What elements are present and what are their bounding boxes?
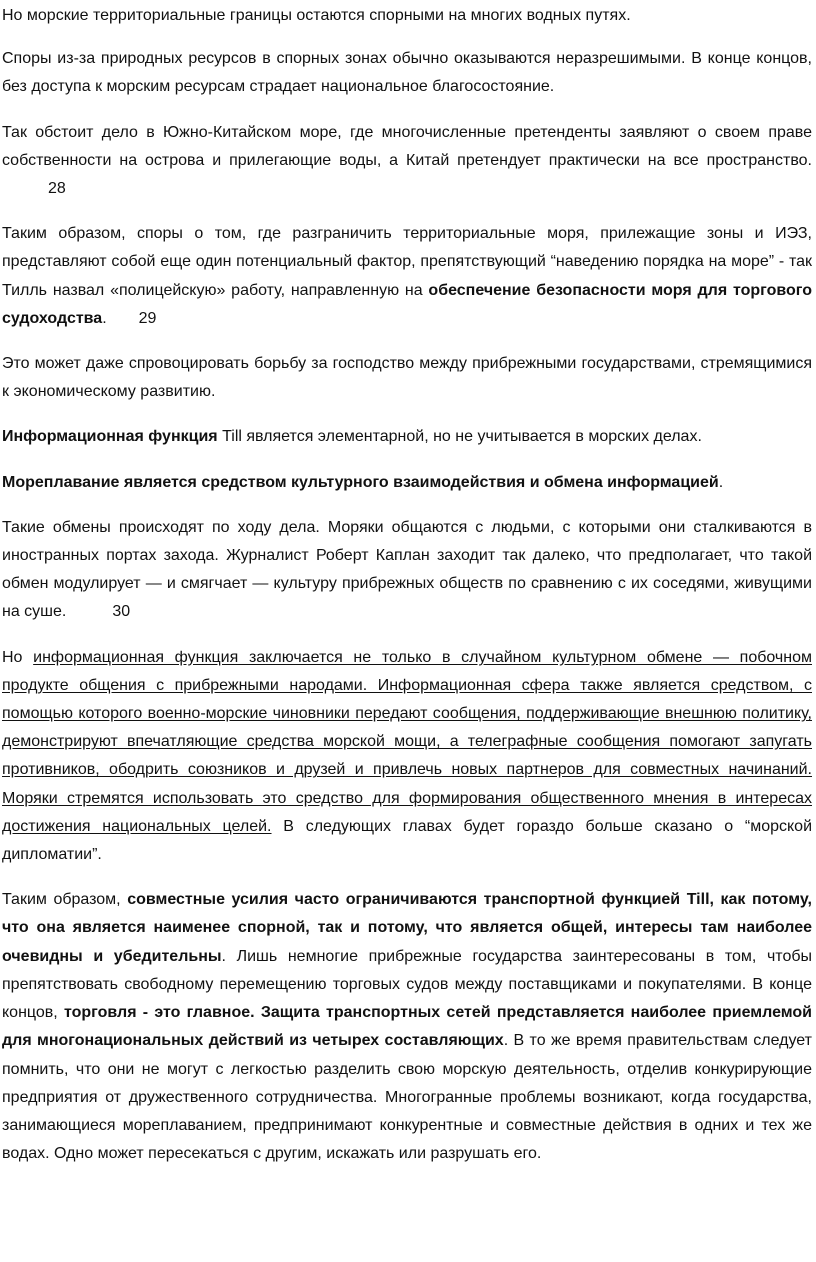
bold-text: Информационная функция [2,428,218,446]
paragraph-kaplan [2,514,812,627]
bold-text: обеспечение безопасности моря для торгового судоходства [2,281,812,327]
paragraph-seafaring-exchange [2,469,812,497]
paragraph-text: Таким образом, споры о том, где разграничить территориальные моря, прилежащие зоны и ИЭЗ, представляют собой еще один потенциальный фактор, препятствующий “наведению порядка на море” - так Тилль назвал «полицейскую» работу, направленную на [2,225,812,299]
bold-text: совместные усилия часто ограничиваются транспортной функцией Till, как потому, что она является наименее спорной, так и потому, что является общей, интересы там наиболее очевидны и убедительны [2,891,812,965]
paragraph-text: . Лишь немногие прибрежные государства заинтересованы в том, чтобы препятствовать свободному перемещению торговых судов между поставщиками и покупателями. В конце концов, [2,947,813,1022]
paragraph-text: В следующих главах будет гораздо больше сказано о “морской дипломатии”. [2,817,813,864]
paragraph-information-function [2,423,812,451]
paragraph-text: . В то же время правительствам следует помнить, что они не могут с легкостью разделить свою морскую деятельность, отделив конкурирующие предприятия от дружественного сотрудничества. Многогранные проблемы возникают, когда государства, занимающиеся мореплаванием, предпринимают конкурентные и совместные действия в одних и тех же водах. Одно может пересекаться с другим, искажать или разрушать его. [2,1032,813,1163]
paragraph-resource-disputes [2,45,812,101]
punctuation: . [102,309,107,327]
paragraph-text: Это может даже спровоцировать борьбу за господство между прибрежными государствами, стремящимися к экономическому развитию. [2,355,812,401]
reference-number: 29 [138,309,157,327]
paragraph-text: Но [2,648,34,666]
underlined-text: информационная функция заключается не только в случайном культурном обмене — побочном продукте общения с прибрежными народами. Информационная сфера также является средством, с помощью которого военно-морские чиновники передают сообщения, поддерживающие внешнюю политику, демонстрируют впечатляющие средства морской мощи, а телеграфные сообщения помогают запугать противников, ободрить союзников и друзей и привлечь новых партнеров для совместных начинаний. Моряки стремятся использовать это средство для формирования общественного мнения в интересах достижения национальных целей. [2,648,812,835]
paragraph-coastal-struggle [2,350,812,406]
paragraph-text: Споры из-за природных ресурсов в спорных зонах обычно оказываются неразрешимыми. В конце концов, без доступа к морским ресурсам страдает национальное благосостояние. [2,50,812,96]
bold-text: торговля - это главное. Защита транспортных сетей представляется наиболее приемлемой для многонациональных действий из четырех составляющих [2,1004,813,1050]
paragraph-text: Таким образом, [2,891,128,909]
paragraph-naval-diplomacy [2,644,812,870]
paragraph-text: Такие обмены происходят по ходу дела. Моряки общаются с людьми, с которыми они сталкиваются в иностранных портах захода. Журналист Роберт Каплан заходит так далеко, что предполагает, что такой обмен модулирует — и смягчает — культуру прибрежных обществ по сравнению с их соседями, живущими на суше. [2,518,812,621]
bold-text: Мореплавание является средством культурного взаимодействия и обмена информацией [2,473,719,491]
paragraph-south-china-sea [2,119,812,204]
paragraph-text: Till является элементарной, но не учитывается в морских делах. [217,428,702,446]
paragraph-text: Но морские территориальные границы остаются спорными на многих водных путях. [2,7,631,24]
paragraph-text: Так обстоит дело в Южно-Китайском море, где многочисленные претенденты заявляют о своем праве собственности на острова и прилегающие воды, а Китай претендует практически на все пространство. [2,123,812,169]
paragraph-transport-function [2,886,812,1168]
reference-number: 30 [112,603,131,621]
punctuation: . [718,473,724,491]
paragraph-territorial-seas [2,220,812,333]
reference-number: 28 [48,180,66,198]
paragraph-maritime-borders [2,2,812,30]
